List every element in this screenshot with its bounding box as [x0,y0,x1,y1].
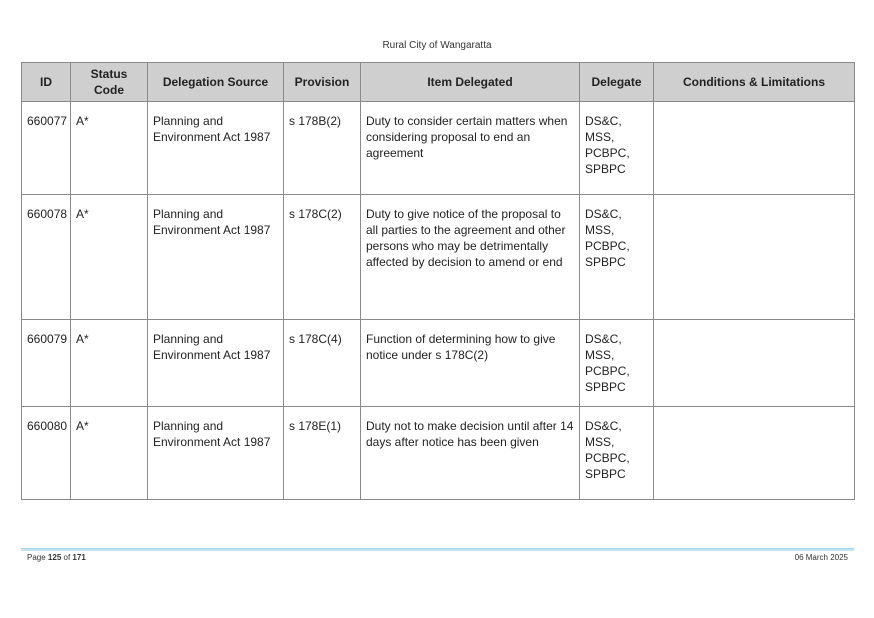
cell-provision: s 178C(4) [284,320,361,407]
cell-provision: s 178C(2) [284,195,361,320]
cell-item-delegated: Duty to consider certain matters when considering proposal to end an agreement [361,102,580,195]
delegate-entry: SPBPC [585,162,626,176]
table-row [22,102,855,195]
cell-item-delegated: Function of determining how to give notice under s 178C(2) [361,320,580,407]
column-header-status-code: Status Code [71,63,148,102]
delegate-entry: PCBPC, [585,146,630,160]
delegate-entry: DS&C, [585,114,622,128]
column-header-conditions-limitations: Conditions & Limitations [654,63,855,102]
column-header-item-delegated: Item Delegated [361,63,580,102]
footer-divider [21,548,854,551]
cell-delegation-source: Planning and Environment Act 1987 [148,407,284,500]
column-header-delegation-source: Delegation Source [148,63,284,102]
table-row [22,407,855,500]
delegate-entry: PCBPC, [585,364,630,378]
delegate-entry: PCBPC, [585,239,630,253]
delegate-entry: DS&C, [585,419,622,433]
cell-conditions-limitations [654,320,855,407]
cell-status-code: A* [71,320,148,407]
delegate-entry: DS&C, [585,207,622,221]
table-header-row [22,63,855,102]
cell-status-code: A* [71,102,148,195]
cell-provision: s 178B(2) [284,102,361,195]
delegate-entry: MSS, [585,223,615,237]
cell-delegation-source: Planning and Environment Act 1987 [148,320,284,407]
table-row [22,320,855,407]
cell-id: 660078 [22,195,71,320]
delegate-entry: SPBPC [585,467,626,481]
cell-status-code: A* [71,195,148,320]
delegate-entry: PCBPC, [585,451,630,465]
cell-provision: s 178E(1) [284,407,361,500]
delegate-entry: MSS, [585,130,615,144]
page-total: 171 [72,553,86,562]
cell-id: 660079 [22,320,71,407]
delegate-entry: MSS, [585,348,615,362]
cell-delegate [580,195,654,320]
delegate-entry: MSS, [585,435,615,449]
column-header-provision: Provision [284,63,361,102]
cell-conditions-limitations [654,195,855,320]
cell-conditions-limitations [654,407,855,500]
table-row [22,195,855,320]
column-header-delegate: Delegate [580,63,654,102]
cell-delegate [580,320,654,407]
cell-delegate [580,407,654,500]
delegations-table [21,62,855,500]
cell-conditions-limitations [654,102,855,195]
cell-id: 660080 [22,407,71,500]
delegate-entry: SPBPC [585,255,626,269]
cell-item-delegated: Duty to give notice of the proposal to all parties to the agreement and other persons who may be detrimentally affected by decision to amend or end [361,195,580,320]
cell-status-code: A* [71,407,148,500]
document-header: Rural City of Wangaratta [382,40,492,51]
page-current: 125 [47,553,62,562]
page-prefix: Page [27,553,46,562]
cell-delegate [580,102,654,195]
footer-date: 06 March 2025 [794,553,848,562]
page-number [27,553,86,562]
cell-delegation-source: Planning and Environment Act 1987 [148,102,284,195]
page-of: of [63,553,71,562]
cell-id: 660077 [22,102,71,195]
cell-item-delegated: Duty not to make decision until after 14 days after notice has been given [361,407,580,500]
column-header-id: ID [22,63,71,102]
delegate-entry: SPBPC [585,380,626,394]
cell-delegation-source: Planning and Environment Act 1987 [148,195,284,320]
delegate-entry: DS&C, [585,332,622,346]
